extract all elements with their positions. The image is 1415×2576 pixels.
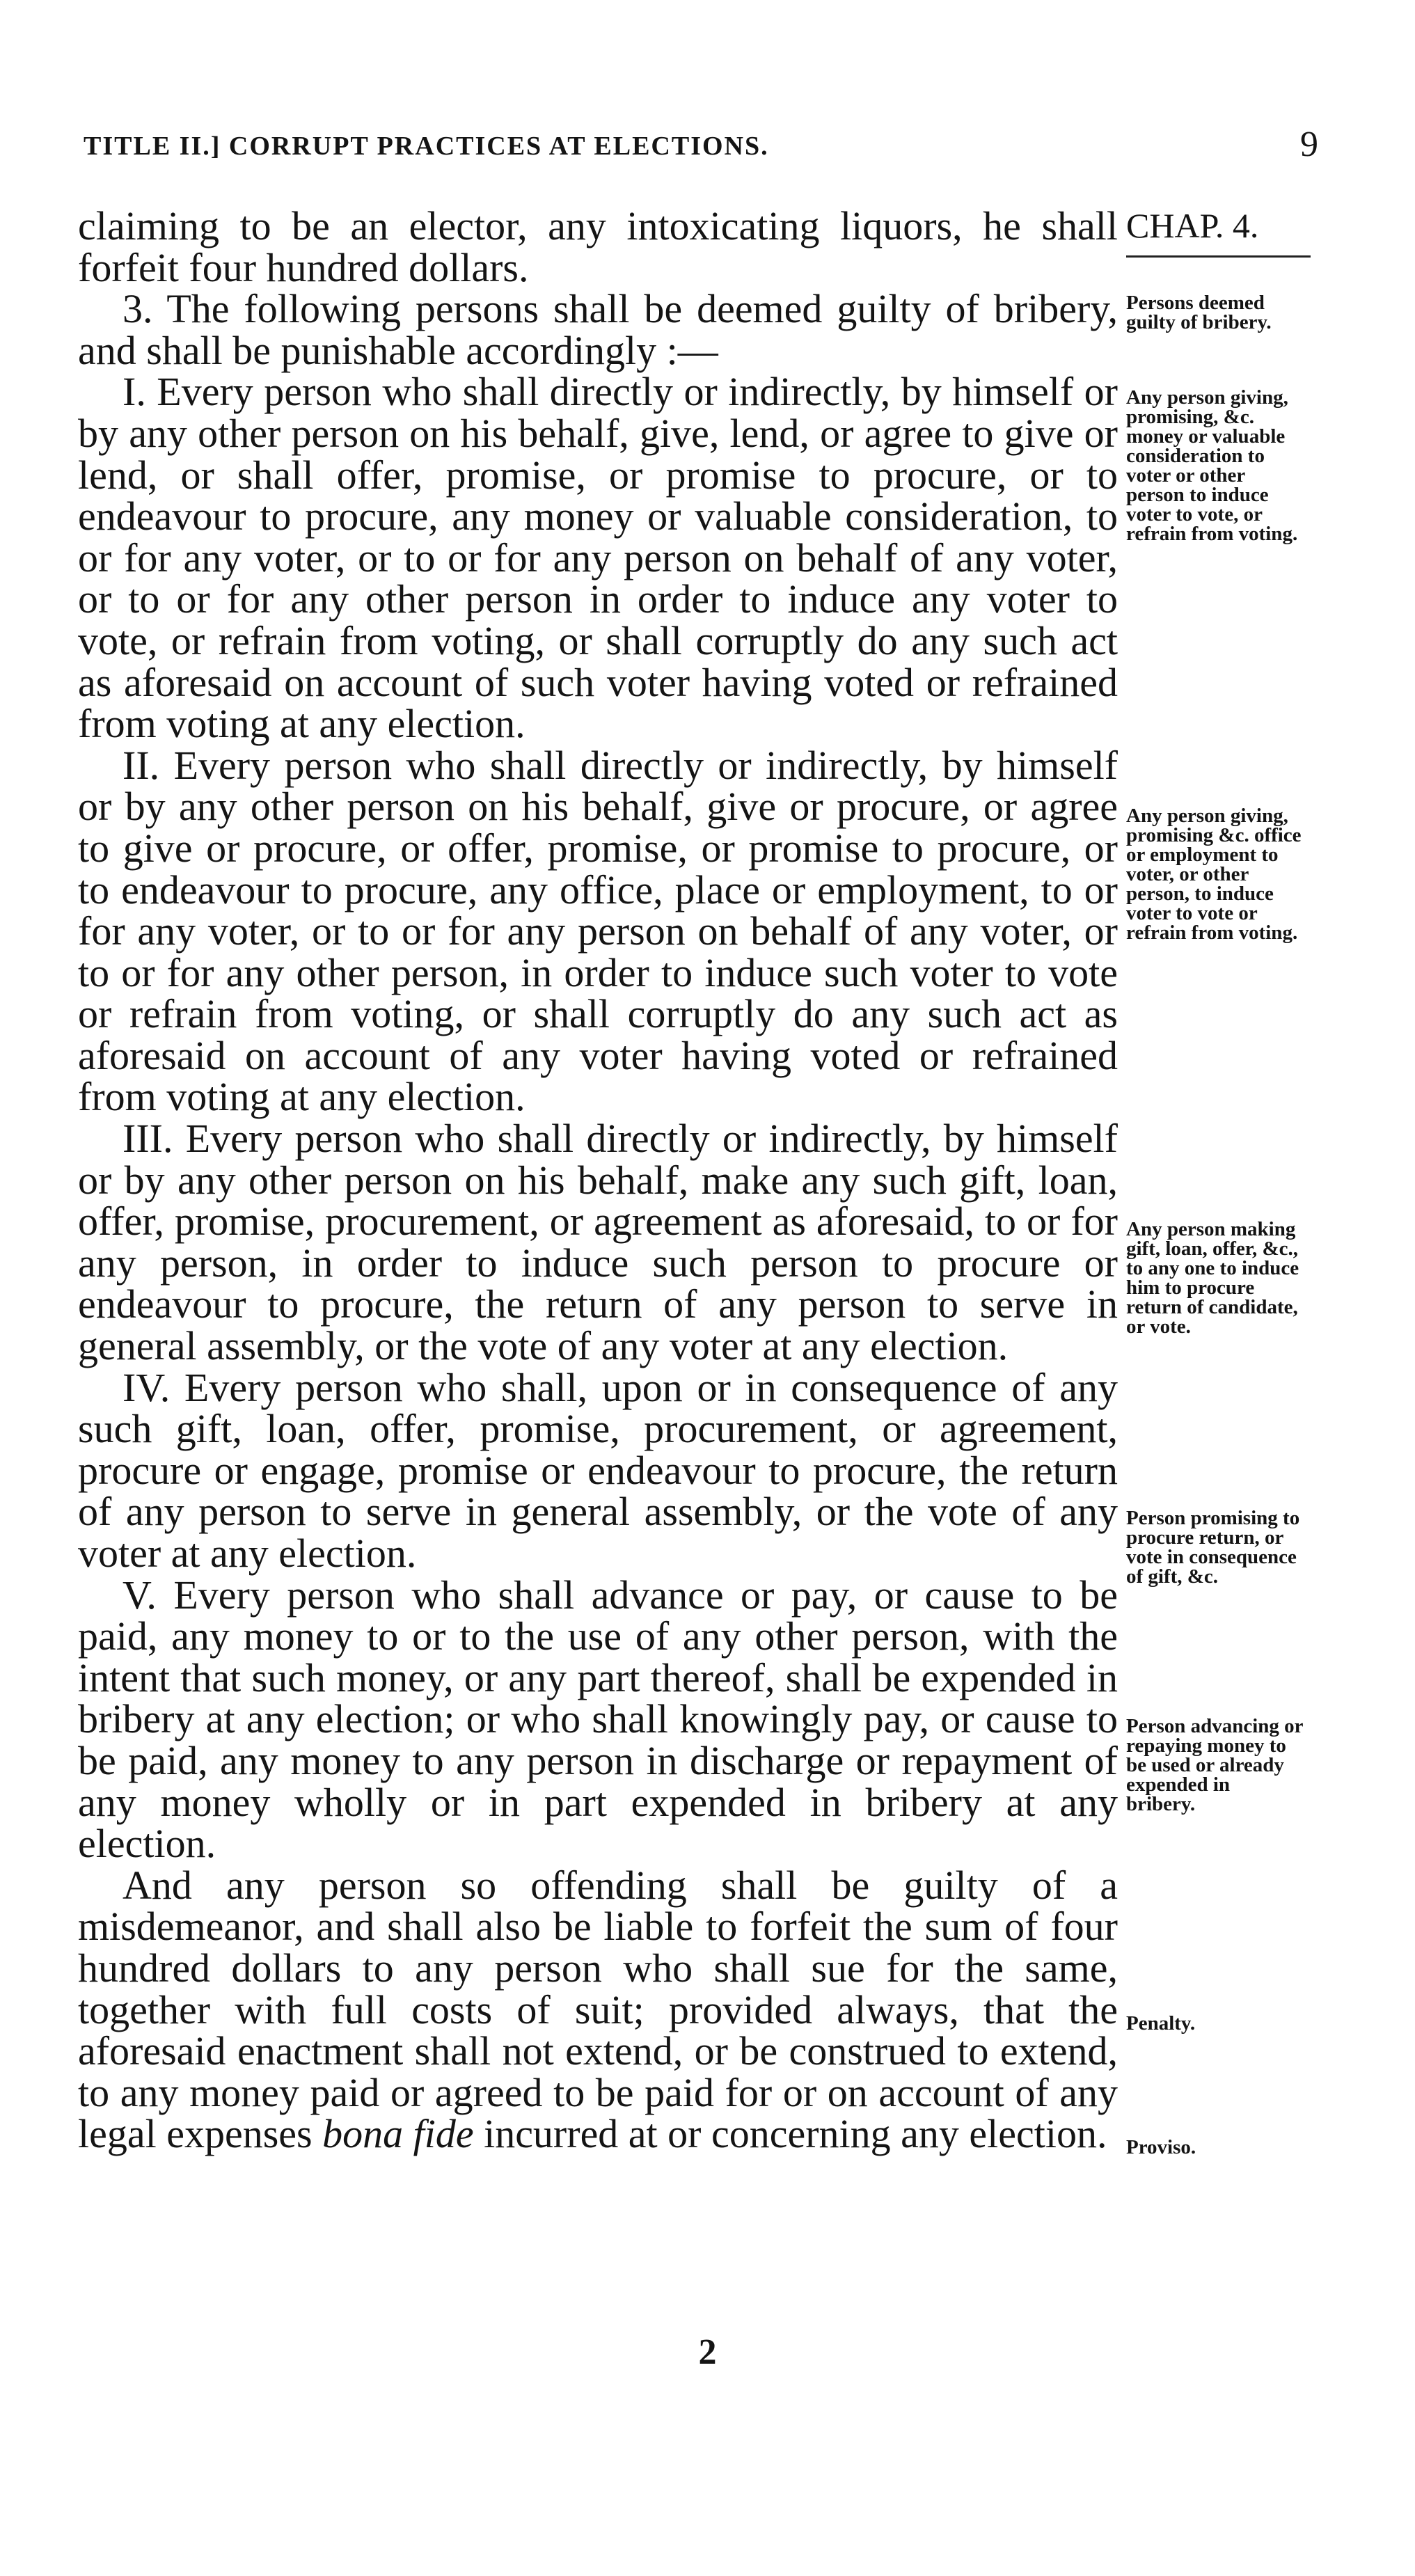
margin-note-clause-i: Any person giving, promising, &c. money or valuable consideration to voter or other person to induce voter to vote, or refrain from voting. — [1126, 386, 1298, 545]
page-header — [84, 124, 1318, 173]
margin-note-clause-v: Person advancing or repaying money to be used or already expended in bribery. — [1126, 1715, 1304, 1815]
paragraph-clause-i: I. Every person who shall directly or indirectly, by himself or by any other person on his behalf, give, lend, or agree to give or lend, or shall offer, promise, or promise to procure, or to endeavour to procure, any money or valuable consideration, to or for any voter, or to or for any person on behalf of any voter, or to or for any other person in order to induce any voter to vote, or refrain from voting, or shall corruptly do any such act as aforesaid on account of such voter having voted or refrained from voting at any election. — [78, 369, 1118, 747]
paragraph-clause-v: V. Every person who shall advance or pay, or cause to be paid, any money to or to the use of any other person, with the intent that such money, or any part thereof, shall be expended in bribery at any election; or who shall knowingly pay, or cause to be paid, any money to any person in discharge or repayment of any money wholly or in part expended in bribery at any election. — [78, 1572, 1118, 1867]
body-text — [78, 205, 1118, 2155]
margin-note-proviso: Proviso. — [1126, 2136, 1196, 2158]
paragraph-section-3: 3. The following persons shall be deemed guilty of bribery, and shall be punishable accordingly :— — [78, 286, 1118, 373]
chapter-label: CHAP. 4. — [1126, 205, 1311, 258]
paragraph-clause-iv: IV. Every person who shall, upon or in consequence of any such gift, loan, offer, promise, procurement, or agreement, procure or engage, promise or endeavour to procure, the return of any person to serve in general assembly, or the vote of any voter at any election. — [78, 1364, 1118, 1576]
running-head: TITLE II.] CORRUPT PRACTICES AT ELECTIONS. — [84, 132, 769, 161]
paragraph-clause-iii: III. Every person who shall directly or indirectly, by himself or by any other person on his behalf, make any such gift, loan, offer, promise, procurement, or agreement as aforesaid, to or for any person, in order to induce such person to procure or endeavour to procure, the return of any person to serve in general assembly, or the vote of any voter at any election. — [78, 1116, 1118, 1369]
penalty-text: And any person so offending shall be guilty of a misdemeanor, and shall also be liable to forfeit the sum of four hundred dollars to any person who shall sue for the same, together with full costs of suit; provided always, that the aforesaid enactment shall not extend, or be construed to extend, to any money paid or agreed to be paid for or on account of any legal expenses — [78, 1862, 1118, 2157]
margin-note-clause-iv: Person promising to procure return, or vote in consequence of gift, &c. — [1126, 1507, 1300, 1588]
paragraph-clause-ii: II. Every person who shall directly or indirectly, by himself or by any other person on his behalf, give or procure, or agree to give or procure, or offer, promise, or promise to procure, or to endeavour to procure, any office, place or employment, to or for any voter, or to or for any person on behalf of any voter, or to or for any other person, in order to induce such voter to vote or refrain from voting, or shall corruptly do any such act as aforesaid on account of any voter having voted or refrained from voting at any election. — [78, 742, 1118, 1120]
penalty-text-end: incurred at or concerning any election. — [473, 2111, 1107, 2157]
paragraph-penalty — [78, 1862, 1118, 2157]
paragraph-continuation: claiming to be an elector, any intoxicating liquors, he shall forfeit four hundred dollars. — [78, 203, 1118, 290]
margin-note-bribery: Persons deemed guilty of bribery. — [1126, 292, 1272, 333]
margin-note-clause-iii: Any person making gift, loan, offer, &c., to any one to induce him to procure return of candidate, or vote. — [1126, 1218, 1299, 1338]
italic-bona-fide: bona fide — [322, 2111, 474, 2157]
signature-mark: 2 — [698, 2332, 717, 2372]
margin-note-penalty: Penalty. — [1126, 2012, 1196, 2034]
page-number: 9 — [1300, 125, 1318, 164]
margin-note-clause-ii: Any person giving, promising &c. office or employment to voter, or other person, to induce voter to vote or refrain from voting. — [1126, 805, 1302, 944]
